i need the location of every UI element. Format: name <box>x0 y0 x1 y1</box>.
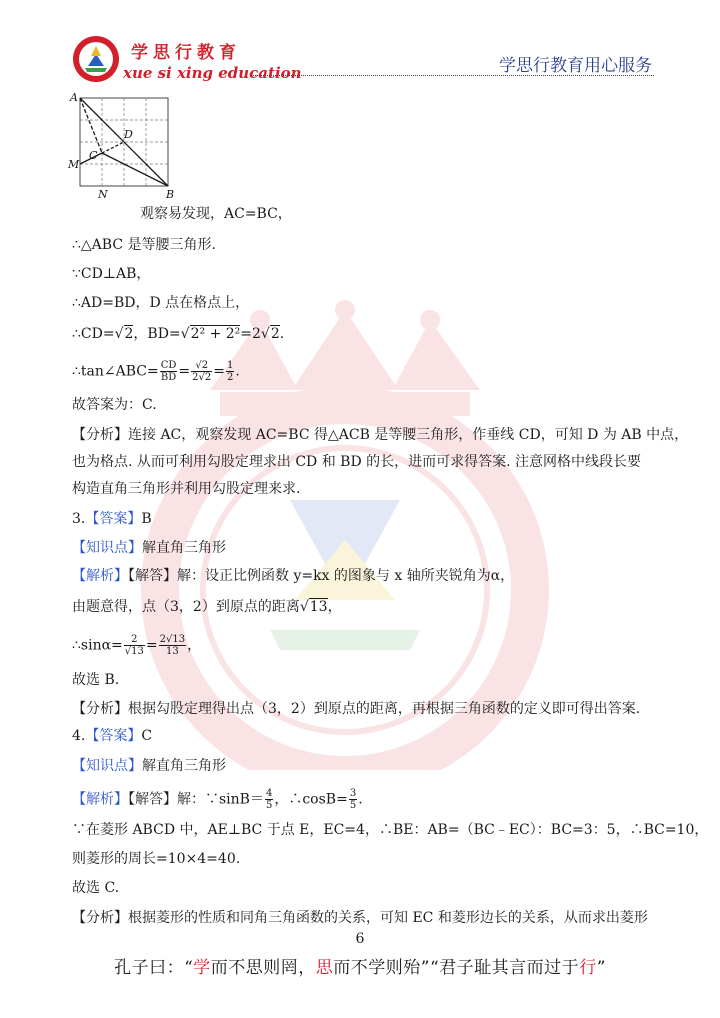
grid-triangle-figure <box>66 92 186 202</box>
text-line: 观察易发现，AC=BC， <box>140 206 292 222</box>
header-slogan: 学思行教育用心服务 <box>499 56 652 76</box>
knowledge-line-q4 <box>72 756 226 776</box>
quote-highlight: 学 <box>193 958 211 978</box>
analysis-tag: 【解析】 <box>72 791 128 808</box>
text-segment: . <box>279 326 285 342</box>
figure-label-a: A <box>70 92 78 104</box>
fraction <box>191 360 212 383</box>
header-divider <box>250 75 654 76</box>
text-line: 故选 B. <box>72 672 120 688</box>
text-segment: = <box>178 363 191 380</box>
fraction <box>265 788 273 811</box>
text-line: ∵CD⊥AB， <box>72 266 151 282</box>
text-line: 故选 C. <box>72 880 120 896</box>
fraction-numerator: 2 <box>124 634 145 646</box>
footer-quote <box>0 953 720 978</box>
fraction-numerator: 3 <box>349 788 357 799</box>
page-number: 6 <box>355 931 365 947</box>
analysis-line-q4 <box>72 788 363 811</box>
text-line: ∴△ABC 是等腰三角形. <box>72 237 216 253</box>
text-line: ∴AD=BD，D 点在格点上， <box>72 295 250 311</box>
question-number: 3. <box>72 511 86 527</box>
page-header <box>0 0 720 90</box>
knowledge-line-q3 <box>72 538 226 558</box>
figure-label-d: D <box>124 128 133 141</box>
sqrt-value: 2² + 2² <box>190 326 241 342</box>
analysis-text: 【解答】解：设正比例函数 y=kx 的图象与 x 轴所夹锐角为α， <box>128 568 515 584</box>
fraction-denominator: √13 <box>124 646 144 657</box>
fraction-numerator: CD <box>160 360 177 371</box>
answer-line-q4 <box>72 726 152 746</box>
fraction-denominator: 5 <box>265 800 273 811</box>
sqrt-value: 2 <box>270 326 280 342</box>
fraction-numerator: 1 <box>226 360 234 371</box>
text-line: 故答案为：C. <box>72 397 157 413</box>
figure-label-n: N <box>98 188 108 201</box>
text-segment: = <box>145 637 158 654</box>
text-segment: = <box>213 363 225 380</box>
text-segment: ，BD= <box>133 326 181 342</box>
text-segment: ∴sinα= <box>72 637 123 654</box>
knowledge-tag: 【知识点】 <box>72 758 142 774</box>
formula-line-tan <box>72 360 240 383</box>
brand-name-cn: 学思行教育 <box>131 43 241 63</box>
formula-line-sin <box>72 634 201 657</box>
formula-line-cd-bd: ∴CD=√2，BD=√2² + 2²=2√2. <box>72 326 285 342</box>
fraction-numerator: √2 <box>191 360 212 372</box>
figure-label-m: M <box>68 158 80 171</box>
fraction <box>226 360 234 383</box>
text-segment: 由题意得，点（3，2）到原点的距离 <box>72 599 300 615</box>
text-segment: . <box>235 363 240 380</box>
answer-tag: 【答案】 <box>85 511 142 527</box>
fraction-numerator: 4 <box>265 788 273 799</box>
distance-line-q3: 由题意得，点（3，2）到原点的距离√13， <box>72 599 342 615</box>
fraction <box>349 788 357 811</box>
analysis-line-q3 <box>72 566 514 586</box>
analysis-tag: 【解析】 <box>72 568 128 584</box>
text-line: 【分析】根据菱形的性质和同角三角函数的关系，可知 EC 和菱形边长的关系，从而求出菱形 <box>72 910 648 926</box>
text-line: ∵在菱形 ABCD 中，AE⊥BC 于点 E，EC=4，∴BE：AB=（BC﹣EC）：BC=3：5，∴BC=10， <box>72 822 709 838</box>
text-segment: ∴CD= <box>72 326 115 342</box>
quote-segment: 而不思则罔， <box>210 958 316 978</box>
knowledge-tag: 【知识点】 <box>72 540 142 556</box>
quote-segment: 孔子曰：“ <box>114 958 194 978</box>
figure-label-b: B <box>166 188 175 201</box>
text-segment: =2 <box>240 326 261 342</box>
fraction-denominator: BD <box>160 372 177 383</box>
answer-value: C <box>141 728 153 744</box>
text-line: 【分析】连接 AC，观察发现 AC=BC 得△ACB 是等腰三角形，作垂线 CD，可知 D 为 AB 中点， <box>72 427 689 443</box>
figure-label-c: C <box>89 149 98 162</box>
quote-segment: ” <box>596 958 606 978</box>
answer-value: B <box>141 511 152 527</box>
quote-segment: 而不学则殆”“君子耻其言而过于 <box>333 958 580 978</box>
fraction-denominator: 13 <box>165 646 179 657</box>
fraction <box>124 634 145 657</box>
fraction <box>159 634 186 657</box>
quote-highlight: 行 <box>579 958 597 978</box>
quote-highlight: 思 <box>315 958 334 978</box>
fraction-numerator: 2√13 <box>159 634 186 645</box>
question-number: 4. <box>72 728 86 744</box>
knowledge-text: 解直角三角形 <box>142 758 226 774</box>
fraction <box>160 360 178 383</box>
answer-tag: 【答案】 <box>85 728 142 744</box>
fraction-denominator: 2√2 <box>192 372 212 383</box>
knowledge-text: 解直角三角形 <box>142 540 226 556</box>
sqrt-value: 13 <box>309 599 328 615</box>
text-segment: ，∴cosB= <box>274 791 348 808</box>
text-segment: ， <box>327 599 342 615</box>
text-line: 则菱形的周长=10×4=40. <box>72 851 241 867</box>
brand-name-en: xue si xing education <box>123 64 302 82</box>
answer-line-q3 <box>72 509 152 529</box>
text-line: 【分析】根据勾股定理得出点（3，2）到原点的距离，再根据三角函数的定义即可得出答案. <box>72 701 641 717</box>
fraction-denominator: 2 <box>226 372 234 383</box>
text-line: 构造直角三角形并利用勾股定理来求. <box>72 481 301 497</box>
text-segment: ∴tan∠ABC= <box>72 363 159 380</box>
text-segment: 【解答】解：∵sinB＝ <box>128 791 264 808</box>
sqrt-value: 2 <box>124 326 134 342</box>
text-line: 也为格点. 从而可利用勾股定理求出 CD 和 BD 的长，进而可求得答案. 注意网格中线段长要 <box>72 454 642 470</box>
triangle-abc <box>80 98 168 186</box>
text-segment: ， <box>187 637 202 654</box>
logo-icon <box>71 34 121 84</box>
fraction-denominator: 5 <box>349 800 357 811</box>
text-segment: . <box>358 791 363 808</box>
